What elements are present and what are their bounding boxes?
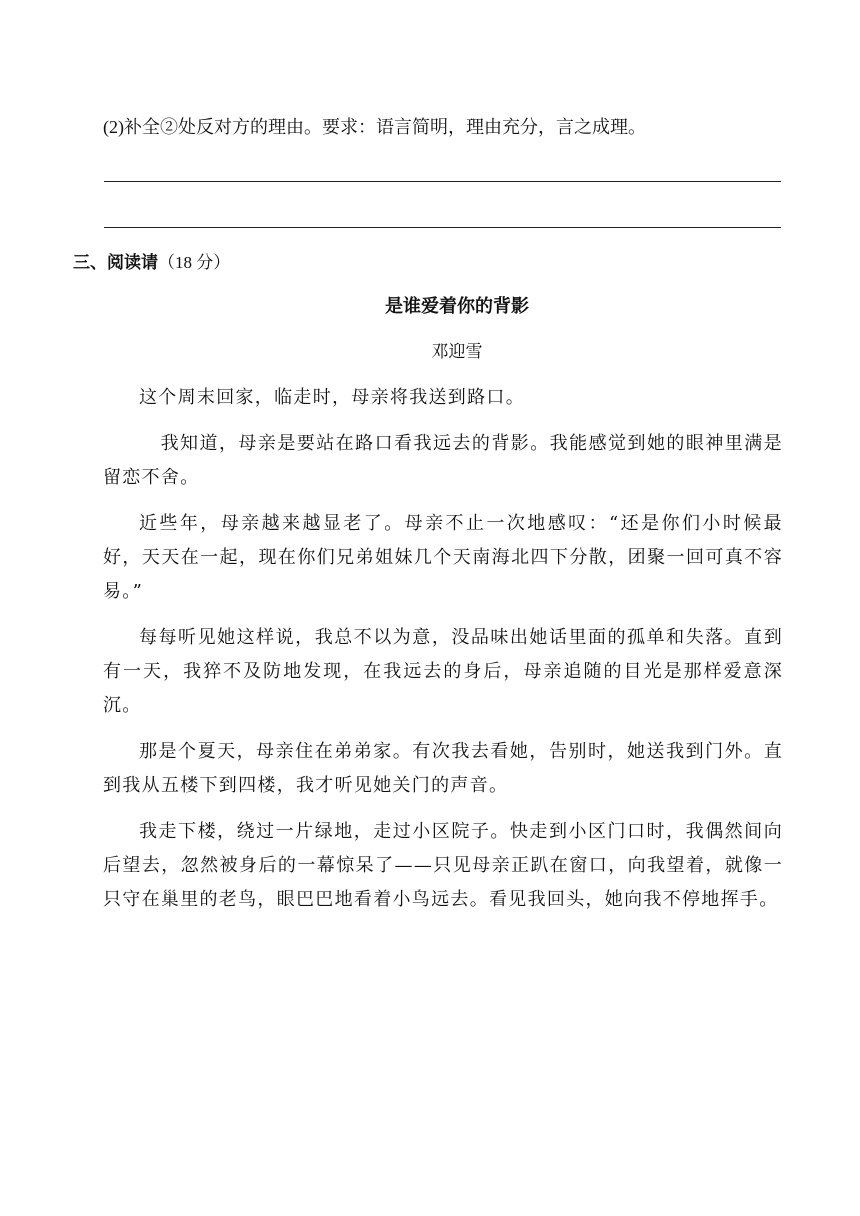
- article-body: [103, 381, 783, 929]
- question-prompt: (2)补全②处反对方的理由。要求：语言简明，理由充分，言之成理。: [103, 117, 646, 137]
- paragraph: 每每听见她这样说，我总不以为意，没品味出她话里面的孤单和失落。直到有一天，我猝不及防地发现，在我远去的身后，母亲追随的目光是那样爱意深沉。: [103, 627, 783, 716]
- paragraph: 近些年，母亲越来越显老了。母亲不止一次地感叹：“还是你们小时候最好，天天在一起，现在你们兄弟姐妹几个天南海北四下分散，团聚一回可真不容易。”: [103, 513, 783, 602]
- article-author: 邓迎雪: [431, 342, 483, 362]
- paragraph: 我知道，母亲是要站在路口看我远去的背影。我能感觉到她的眼神里满是留恋不舍。: [103, 433, 783, 488]
- paragraph: 我走下楼，绕过一片绿地，走过小区院子。快走到小区门口时，我偶然间向后望去，忽然被身后的一幕惊呆了——只见母亲正趴在窗口，向我望着，就像一只守在巢里的老鸟，眼巴巴地看着小鸟远去。看见我回头，她向我不停地挥手。: [103, 821, 783, 910]
- paragraph: 那是个夏天，母亲住在弟弟家。有次我去看她，告别时，她送我到门外。直到我从五楼下到四楼，我才听见她关门的声音。: [103, 741, 783, 796]
- section-heading-label: 三、阅读请: [73, 253, 158, 273]
- paragraph: 这个周末回家，临走时，母亲将我送到路口。: [139, 387, 525, 408]
- answer-line-1[interactable]: [104, 181, 781, 182]
- section-heading: [73, 248, 230, 278]
- answer-line-2[interactable]: [104, 227, 781, 228]
- section-score: （18 分）: [158, 253, 231, 272]
- article-title: 是谁爱着你的背影: [385, 296, 529, 317]
